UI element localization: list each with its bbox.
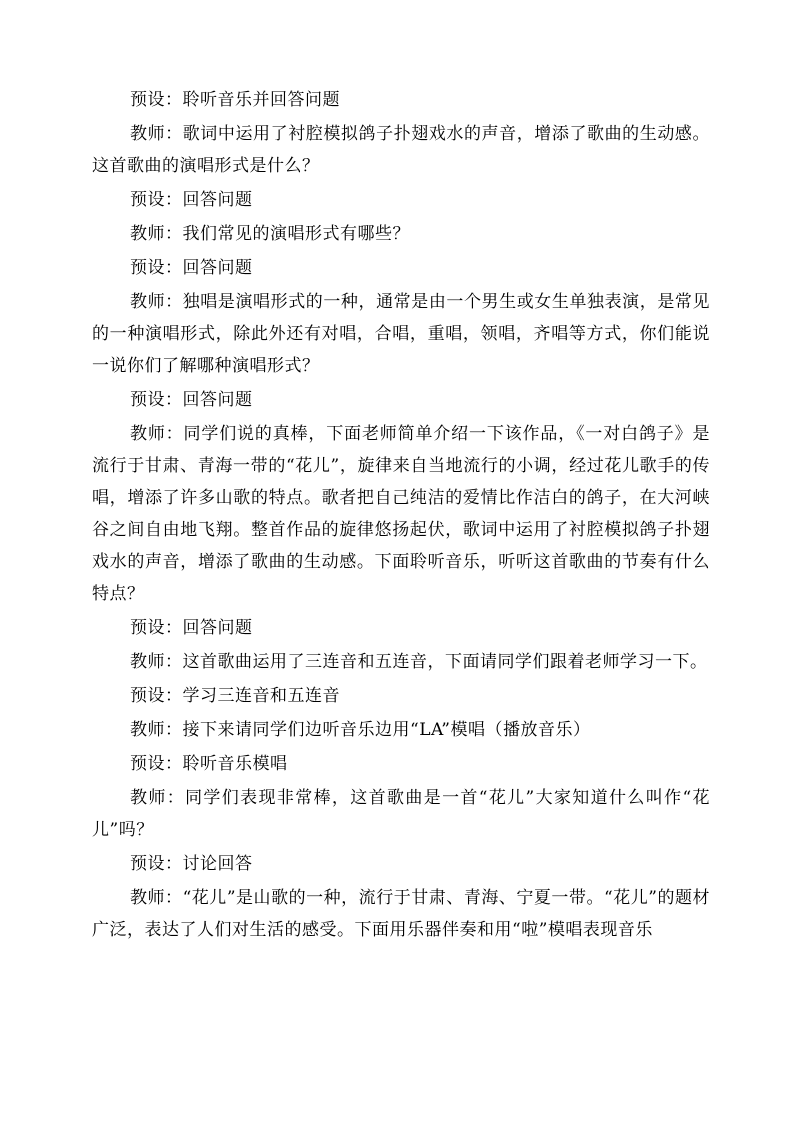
paragraph-preset: 预设：回答问题 [130, 258, 253, 278]
paragraph-preset: 预设：回答问题 [130, 390, 253, 410]
paragraph-teacher: 教师：同学们表现非常棒，这首歌曲是一首“花儿”大家知道什么叫作“花儿”吗？ [92, 788, 710, 840]
document-page [92, 84, 710, 948]
paragraph-preset: 预设：聆听音乐模唱 [130, 754, 288, 774]
paragraph-teacher: 教师：歌词中运用了衬腔模拟鸽子扑翅戏水的声音，增添了歌曲的生动感。这首歌曲的演唱形式是什么？ [92, 124, 710, 176]
paragraph-teacher: 教师：“花儿”是山歌的一种，流行于甘肃、青海、宁夏一带。“花儿”的题材广泛，表达了人们对生活的感受。下面用乐器伴奏和用“啦”模唱表现音乐 [92, 888, 710, 940]
paragraph-preset: 预设：回答问题 [130, 190, 253, 210]
paragraph-teacher: 教师：同学们说的真棒，下面老师简单介绍一下该作品，《一对白鸽子》是流行于甘肃、青海一带的“花儿”，旋律来自当地流行的小调，经过花儿歌手的传唱，增添了许多山歌的特点。歌者把自己纯洁的爱情比作洁白的鸽子，在大河峡谷之间自由地飞翔。整首作品的旋律悠扬起伏，歌词中运用了衬腔模拟鸽子扑翅戏水的声音，增添了歌曲的生动感。下面聆听音乐，听听这首歌曲的节奏有什么特点？ [92, 424, 710, 604]
paragraph-preset: 预设：学习三连音和五连音 [130, 686, 340, 706]
paragraph-teacher: 教师：这首歌曲运用了三连音和五连音，下面请同学们跟着老师学习一下。 [130, 652, 708, 672]
paragraph-preset: 预设：回答问题 [130, 618, 253, 638]
paragraph-teacher: 教师：我们常见的演唱形式有哪些？ [130, 224, 410, 244]
paragraph-teacher: 教师：独唱是演唱形式的一种，通常是由一个男生或女生单独表演，是常见的一种演唱形式，除此外还有对唱，合唱，重唱，领唱，齐唱等方式，你们能说一说你们了解哪种演唱形式？ [92, 292, 710, 376]
paragraph-preset: 预设：讨论回答 [130, 854, 253, 874]
paragraph-teacher: 教师：接下来请同学们边听音乐边用“LA”模唱（播放音乐） [130, 720, 591, 740]
paragraph-preset: 预设：聆听音乐并回答问题 [130, 90, 340, 110]
